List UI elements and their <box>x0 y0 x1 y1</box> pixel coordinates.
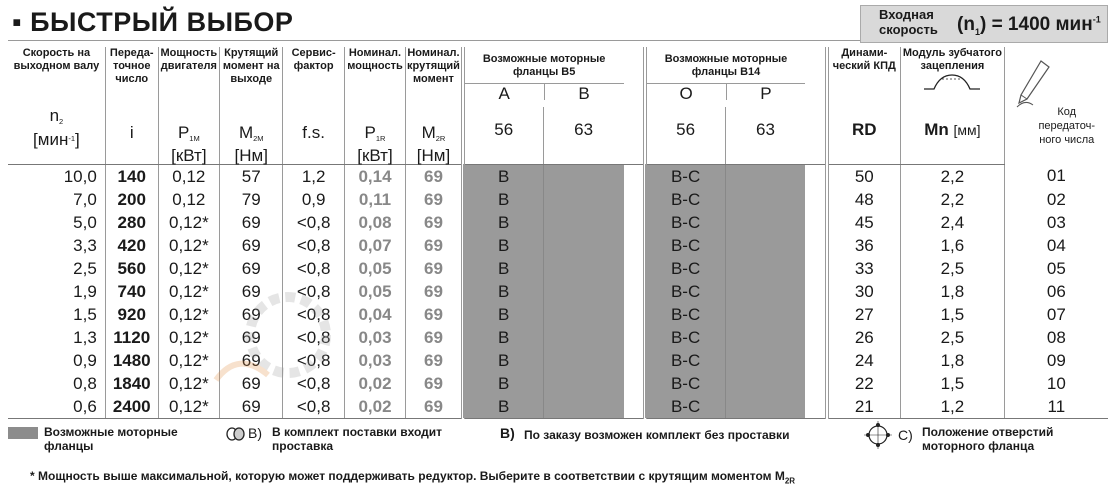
module-cell: 2,4 <box>901 211 1005 234</box>
b5-b-value: 63 <box>543 107 623 164</box>
table-row <box>8 280 1108 303</box>
input-speed-box <box>860 5 1108 43</box>
header-service-factor: Сервис-фактор <box>283 47 344 107</box>
table-row <box>8 257 1108 280</box>
table-row <box>8 395 1108 419</box>
service-factor-cell: <0,8 <box>283 211 344 234</box>
symbol-m2r: $M_{2R}$ [Нм] <box>406 107 463 164</box>
b14-o-value: 56 <box>645 107 725 164</box>
dyn-eff-cell: 27 <box>827 303 901 326</box>
separator <box>805 395 826 419</box>
b5-b-cell <box>543 280 623 303</box>
b5-col-a: A <box>465 84 545 100</box>
separator <box>624 257 645 280</box>
ratio-cell: 740 <box>105 280 158 303</box>
header-dyn-eff: Динами-ческий КПД <box>827 47 901 107</box>
output-speed-cell: 7,0 <box>8 188 105 211</box>
b5-b-cell <box>543 326 623 349</box>
dyn-eff-cell: 33 <box>827 257 901 280</box>
output-speed-cell: 2,5 <box>8 257 105 280</box>
dyn-eff-cell: 48 <box>827 188 901 211</box>
service-factor-cell: <0,8 <box>283 257 344 280</box>
torque-cell: 69 <box>220 326 283 349</box>
output-speed-cell: 5,0 <box>8 211 105 234</box>
code-cell: 09 <box>1046 350 1066 370</box>
b14-col-o: O <box>647 84 727 100</box>
b5-b-cell <box>543 211 623 234</box>
header-flanges-b5: Возможные моторные фланцы B5 A B <box>463 47 624 107</box>
separator <box>805 107 826 164</box>
b14-p-cell <box>725 257 805 280</box>
b14-o-cell: B-C <box>645 234 725 257</box>
ratio-cell: 1840 <box>105 372 158 395</box>
service-factor-cell: <0,8 <box>283 234 344 257</box>
nominal-power-cell: 0,14 <box>344 164 405 188</box>
dyn-eff-cell: 24 <box>827 349 901 372</box>
b14-p-cell <box>725 280 805 303</box>
b14-p-cell <box>725 211 805 234</box>
input-speed-label-1: Входная <box>879 7 934 22</box>
symbol-rd: RD <box>827 107 901 164</box>
nominal-power-cell: 0,02 <box>344 372 405 395</box>
separator <box>805 349 826 372</box>
symbol-m2m: $M_{2M}$ [Нм] <box>220 107 283 164</box>
b14-p-cell <box>725 349 805 372</box>
b14-o-cell: B-C <box>645 349 725 372</box>
b5-a-value: 56 <box>463 107 543 164</box>
spacer-icon <box>226 427 246 441</box>
b14-o-cell: B-C <box>645 188 725 211</box>
torque-cell: 69 <box>220 211 283 234</box>
separator <box>805 372 826 395</box>
b14-p-cell <box>725 372 805 395</box>
separator <box>805 234 826 257</box>
b14-o-cell: B-C <box>645 372 725 395</box>
header-nominal-power: Номинал. мощность <box>344 47 405 107</box>
separator <box>624 395 645 419</box>
b14-p-cell <box>725 234 805 257</box>
b5-a-cell: B <box>463 303 543 326</box>
motor-power-cell: 0,12* <box>158 326 219 349</box>
dyn-eff-cell: 36 <box>827 234 901 257</box>
separator <box>624 107 645 164</box>
motor-power-cell: 0,12* <box>158 234 219 257</box>
page-title: ▪ БЫСТРЫЙ ВЫБОР <box>12 7 294 37</box>
b14-p-cell <box>725 303 805 326</box>
nominal-torque-cell: 69 <box>406 188 463 211</box>
b14-p-cell <box>725 164 805 188</box>
b14-p-value: 63 <box>725 107 805 164</box>
nominal-torque-cell: 69 <box>406 280 463 303</box>
code-cell: 10 <box>1046 373 1066 393</box>
legend-b-text: В комплект поставки входит проставка <box>272 425 443 453</box>
motor-power-cell: 0,12* <box>158 303 219 326</box>
nominal-power-cell: 0,11 <box>344 188 405 211</box>
header-flanges-b14: Возможные моторные фланцы B14 O P <box>645 47 806 107</box>
input-speed-label-2: скорость <box>879 22 938 37</box>
output-speed-cell: 0,9 <box>8 349 105 372</box>
code-cell: 07 <box>1046 304 1066 324</box>
b14-o-cell: B-C <box>645 211 725 234</box>
ratio-cell: 920 <box>105 303 158 326</box>
separator <box>805 211 826 234</box>
b5-b-cell <box>543 188 623 211</box>
ratio-cell: 140 <box>105 164 158 188</box>
nominal-power-cell: 0,04 <box>344 303 405 326</box>
header-nominal-torque: Номинал. крутящий момент <box>406 47 463 107</box>
output-speed-cell: 0,8 <box>8 372 105 395</box>
ratio-cell: 280 <box>105 211 158 234</box>
table-row <box>8 326 1108 349</box>
header-code: Код передаточ-ного числа <box>1004 47 1108 164</box>
b5-a-cell: B <box>463 349 543 372</box>
code-cell: 03 <box>1046 212 1066 232</box>
legend-swatch <box>8 427 38 439</box>
header-torque: Крутящий момент на выходе <box>220 47 283 107</box>
b5-a-cell: B <box>463 234 543 257</box>
module-cell: 1,8 <box>901 280 1005 303</box>
module-cell: 1,5 <box>901 303 1005 326</box>
code-cell: 05 <box>1046 258 1066 278</box>
motor-power-cell: 0,12 <box>158 188 219 211</box>
separator <box>624 47 645 107</box>
b5-a-cell: B <box>463 395 543 419</box>
table-row <box>8 349 1108 372</box>
service-factor-cell: 0,9 <box>283 188 344 211</box>
b5-b-cell <box>543 395 623 419</box>
module-cell: 1,5 <box>901 372 1005 395</box>
symbol-p1r: $P_{1R}$ [кВт] <box>344 107 405 164</box>
motor-power-cell: 0,12* <box>158 372 219 395</box>
b5-a-cell: B <box>463 188 543 211</box>
b14-o-cell: B-C <box>645 303 725 326</box>
motor-power-cell: 0,12* <box>158 257 219 280</box>
b14-o-cell: B-C <box>645 280 725 303</box>
gear-tooth-icon <box>922 73 982 91</box>
separator <box>624 234 645 257</box>
module-cell: 1,6 <box>901 234 1005 257</box>
separator <box>624 372 645 395</box>
nominal-power-cell: 0,03 <box>344 326 405 349</box>
nominal-power-cell: 0,05 <box>344 257 405 280</box>
code-cell: 04 <box>1046 235 1066 255</box>
b5-a-cell: B <box>463 372 543 395</box>
b14-o-cell: B-C <box>645 164 725 188</box>
header-module: Модуль зубчатого зацепления <box>901 47 1005 107</box>
symbol-mn: Mn [мм] <box>901 107 1005 164</box>
motor-power-cell: 0,12 <box>158 164 219 188</box>
symbol-fs: f.s. <box>283 107 344 164</box>
nominal-torque-cell: 69 <box>406 349 463 372</box>
header-motor-power: Мощность двигателя <box>158 47 219 107</box>
dyn-eff-cell: 30 <box>827 280 901 303</box>
ratio-cell: 200 <box>105 188 158 211</box>
quick-selection-table <box>8 47 1108 419</box>
motor-power-cell: 0,12* <box>158 211 219 234</box>
legend-flanges: Возможные моторные фланцы <box>44 425 178 453</box>
legend-c-letter: C) <box>898 427 913 443</box>
output-speed-cell: 3,3 <box>8 234 105 257</box>
b14-o-cell: B-C <box>645 326 725 349</box>
ratio-cell: 1480 <box>105 349 158 372</box>
b5-b-cell <box>543 234 623 257</box>
symbol-p1m: $P_{1M}$ [кВт] <box>158 107 219 164</box>
flange-holes-icon <box>862 421 894 449</box>
nominal-torque-cell: 69 <box>406 326 463 349</box>
motor-power-cell: 0,12* <box>158 349 219 372</box>
module-cell: 2,5 <box>901 257 1005 280</box>
b5-b-cell <box>543 372 623 395</box>
separator <box>624 188 645 211</box>
service-factor-cell: <0,8 <box>283 280 344 303</box>
module-cell: 2,2 <box>901 164 1005 188</box>
code-cell: 11 <box>1004 395 1108 419</box>
torque-cell: 79 <box>220 188 283 211</box>
separator <box>805 188 826 211</box>
nominal-power-cell: 0,05 <box>344 280 405 303</box>
nominal-power-cell: 0,02 <box>344 395 405 419</box>
b5-b-cell <box>543 349 623 372</box>
separator <box>624 326 645 349</box>
torque-cell: 69 <box>220 303 283 326</box>
nominal-torque-cell: 69 <box>406 303 463 326</box>
torque-cell: 57 <box>220 164 283 188</box>
ratio-cell: 560 <box>105 257 158 280</box>
separator <box>805 326 826 349</box>
service-factor-cell: <0,8 <box>283 349 344 372</box>
dyn-eff-cell: 45 <box>827 211 901 234</box>
b14-o-cell: B-C <box>645 257 725 280</box>
nominal-torque-cell: 69 <box>406 234 463 257</box>
code-cell: 02 <box>1046 189 1066 209</box>
separator <box>805 257 826 280</box>
torque-cell: 69 <box>220 257 283 280</box>
nominal-torque-cell: 69 <box>406 372 463 395</box>
separator <box>805 47 826 107</box>
separator <box>624 349 645 372</box>
b5-a-cell: B <box>463 164 543 188</box>
header-output-speed: Скорость на выходном валу <box>8 47 105 107</box>
ratio-cell: 420 <box>105 234 158 257</box>
b5-a-cell: B <box>463 257 543 280</box>
legend-c-text: Положение отверстий моторного фланца <box>922 425 1054 453</box>
b5-b-cell <box>543 164 623 188</box>
separator <box>805 164 826 188</box>
nominal-torque-cell: 69 <box>406 257 463 280</box>
nominal-power-cell: 0,03 <box>344 349 405 372</box>
b5-b-cell <box>543 303 623 326</box>
title-bar <box>8 5 1108 41</box>
pencil-icon <box>1013 59 1053 109</box>
input-speed-value: $(n_1) = 1400$ мин$^{-1}$ <box>957 14 1101 37</box>
service-factor-cell: <0,8 <box>283 372 344 395</box>
output-speed-cell: 0,6 <box>8 395 105 419</box>
module-cell: 1,2 <box>901 395 1005 419</box>
separator <box>624 164 645 188</box>
b14-p-cell <box>725 326 805 349</box>
symbol-i: i <box>105 107 158 164</box>
ratio-cell: 1120 <box>105 326 158 349</box>
b5-b-cell <box>543 257 623 280</box>
table-row <box>8 188 1108 211</box>
table-row <box>8 211 1108 234</box>
table-row <box>8 372 1108 395</box>
legend-b2-letter: B) <box>500 425 515 441</box>
symbol-n2: $n_2$ [мин$^{-1}$] <box>8 107 105 164</box>
module-cell: 2,2 <box>901 188 1005 211</box>
service-factor-cell: <0,8 <box>283 395 344 419</box>
ratio-cell: 2400 <box>105 395 158 419</box>
b5-a-cell: B <box>463 280 543 303</box>
output-speed-cell: 1,5 <box>8 303 105 326</box>
b14-col-p: P <box>760 84 772 103</box>
table-body <box>8 164 1108 418</box>
dyn-eff-cell: 22 <box>827 372 901 395</box>
output-speed-cell: 1,3 <box>8 326 105 349</box>
nominal-power-cell: 0,07 <box>344 234 405 257</box>
nominal-torque-cell: 69 <box>406 395 463 419</box>
service-factor-cell: 1,2 <box>283 164 344 188</box>
header-ratio: Переда-точное число <box>105 47 158 107</box>
output-speed-cell: 1,9 <box>8 280 105 303</box>
separator <box>624 303 645 326</box>
nominal-power-cell: 0,08 <box>344 211 405 234</box>
torque-cell: 69 <box>220 234 283 257</box>
torque-cell: 69 <box>220 349 283 372</box>
motor-power-cell: 0,12* <box>158 395 219 419</box>
nominal-torque-cell: 69 <box>406 164 463 188</box>
output-speed-cell: 10,0 <box>8 164 105 188</box>
separator <box>805 280 826 303</box>
b5-col-b: B <box>578 84 590 103</box>
torque-cell: 69 <box>220 280 283 303</box>
table-row <box>8 164 1108 188</box>
dyn-eff-cell: 50 <box>827 164 901 188</box>
code-cell: 01 <box>1046 166 1066 186</box>
service-factor-cell: <0,8 <box>283 326 344 349</box>
table-row <box>8 234 1108 257</box>
legend-b2-text: По заказу возможен комплект без проставки <box>524 428 790 442</box>
module-cell: 2,5 <box>901 326 1005 349</box>
b5-a-cell: B <box>463 326 543 349</box>
code-cell: 06 <box>1046 281 1066 301</box>
code-cell: 08 <box>1046 327 1066 347</box>
dyn-eff-cell: 21 <box>827 395 901 419</box>
torque-cell: 69 <box>220 372 283 395</box>
footnote: * Мощность выше максимальной, которую может поддерживать редуктор. Выберите в соответствии с крутящим моментом $M_{2R}$ <box>30 469 796 486</box>
b14-p-cell <box>725 395 805 419</box>
table-row <box>8 303 1108 326</box>
b14-p-cell <box>725 188 805 211</box>
separator <box>624 211 645 234</box>
separator <box>805 303 826 326</box>
b5-a-cell: B <box>463 211 543 234</box>
dyn-eff-cell: 26 <box>827 326 901 349</box>
torque-cell: 69 <box>220 395 283 419</box>
legend-b-letter: B) <box>248 425 262 441</box>
separator <box>624 280 645 303</box>
nominal-torque-cell: 69 <box>406 211 463 234</box>
service-factor-cell: <0,8 <box>283 303 344 326</box>
motor-power-cell: 0,12* <box>158 280 219 303</box>
b14-o-cell: B-C <box>645 395 725 419</box>
module-cell: 1,8 <box>901 349 1005 372</box>
